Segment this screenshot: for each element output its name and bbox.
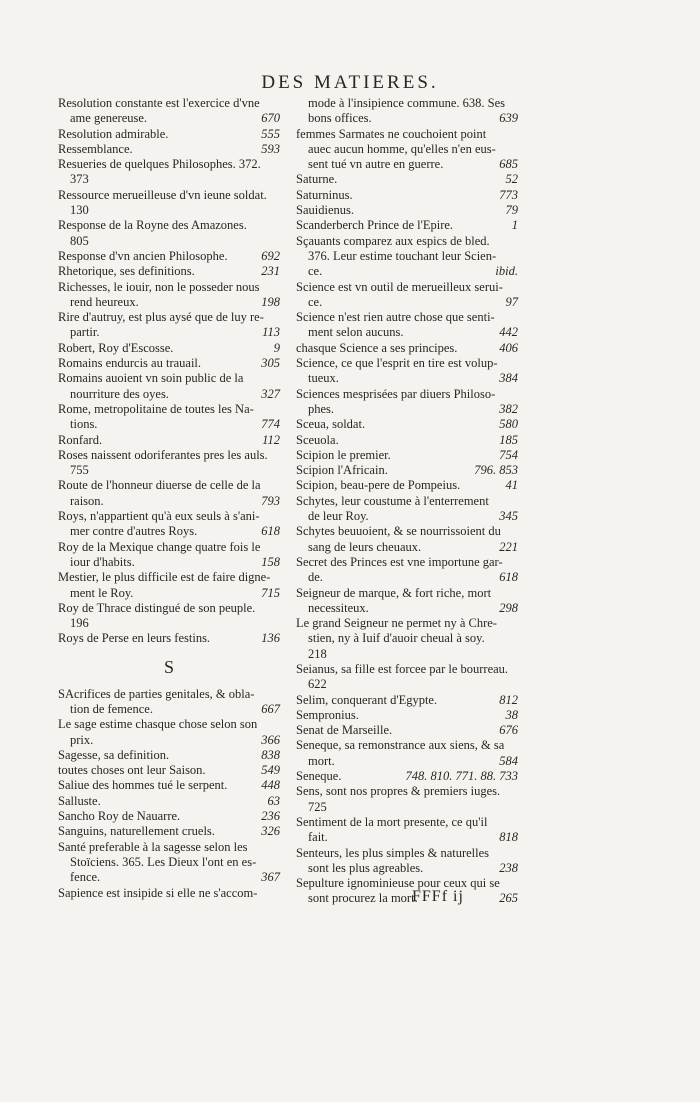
entry-text: necessiteux. <box>308 600 369 615</box>
entry-text: Sceua, soldat. <box>296 417 366 432</box>
index-entry-line <box>58 218 280 233</box>
page-number: 580 <box>499 417 518 432</box>
index-entry-line <box>296 463 518 478</box>
index-entry-line <box>58 886 280 901</box>
index-entry-line <box>58 687 280 702</box>
entry-text: Science, ce que l'esprit en tire est volup- <box>296 356 498 371</box>
entry-text: phes. <box>308 401 335 416</box>
index-entry-line <box>58 387 280 402</box>
entry-text: Saturninus. <box>296 187 353 202</box>
entry-text: Response de la Royne des Amazones. <box>58 218 247 233</box>
page-number: 382 <box>499 401 518 416</box>
entry-text: Scipion, beau-pere de Pompeius. <box>296 478 461 493</box>
page-number: 639 <box>499 111 518 126</box>
entry-text: SAcrifices de parties genitales, & obla- <box>58 686 255 701</box>
index-entry-line <box>58 127 280 142</box>
index-entry-line <box>58 448 280 463</box>
entry-text: 725 <box>308 799 327 814</box>
index-entry-line <box>296 631 518 646</box>
entry-text: Seianus, sa fille est forcee par le bourreau. <box>296 661 509 676</box>
entry-text: 755 <box>70 463 89 478</box>
index-entry-line <box>296 203 518 218</box>
index-entry-line <box>58 433 280 448</box>
entry-text: Schytes, leur coustume à l'enterrement <box>296 493 489 508</box>
entry-text: Sceuola. <box>296 432 339 447</box>
entry-text: tions. <box>70 417 98 432</box>
page-number: 97 <box>505 294 518 309</box>
index-entry-line <box>58 325 280 340</box>
index-entry-line <box>58 509 280 524</box>
left-column <box>58 96 280 901</box>
page-number: 593 <box>261 141 280 156</box>
page-number: 221 <box>499 539 518 554</box>
entry-text: Seigneur de marque, & fort riche, mort <box>296 585 492 600</box>
index-entry-line <box>296 738 518 753</box>
index-entry-line <box>58 96 280 111</box>
entry-text: sont procurez la mort. <box>308 891 418 906</box>
index-entry-line <box>58 356 280 371</box>
index-entry-line <box>296 601 518 616</box>
page-number: 793 <box>261 493 280 508</box>
entry-text: Sciences mesprisées par diuers Philoso- <box>296 386 496 401</box>
entry-text: 130 <box>70 203 89 218</box>
entry-text: Senteurs, les plus simples & naturelles <box>296 845 490 860</box>
entry-text: Romains auoient vn soin public de la <box>58 371 244 386</box>
index-entry-line <box>296 96 518 111</box>
index-entry-line <box>58 601 280 616</box>
index-entry-line <box>296 570 518 585</box>
index-entry-line <box>296 356 518 371</box>
index-entry-line <box>58 111 280 126</box>
entry-text: mort. <box>308 753 335 768</box>
entry-text: auec aucun homme, qu'elles n'en eus- <box>308 141 496 156</box>
page-number: 676 <box>499 723 518 738</box>
page-number: 754 <box>499 447 518 462</box>
index-entry-line <box>58 249 280 264</box>
page-number: 670 <box>261 111 280 126</box>
index-entry-line <box>296 218 518 233</box>
entry-text: Science est vn outil de merueilleux serui- <box>296 279 503 294</box>
page-number: 79 <box>505 203 518 218</box>
index-entry-line <box>296 325 518 340</box>
index-entry-line <box>296 433 518 448</box>
page-number: 113 <box>262 325 280 340</box>
index-entry-line <box>58 310 280 325</box>
entry-text: Route de l'honneur diuerse de celle de la <box>58 478 261 493</box>
index-entry-line <box>58 494 280 509</box>
index-entry-line <box>58 371 280 386</box>
page-number: 442 <box>499 325 518 340</box>
entry-text: ame genereuse. <box>70 111 148 126</box>
entry-text: sont les plus agreables. <box>308 860 424 875</box>
page-number: 838 <box>261 747 280 762</box>
index-entry-line <box>296 677 518 692</box>
page-number: 38 <box>505 707 518 722</box>
entry-text: nourriture des oyes. <box>70 386 169 401</box>
index-entry-line <box>296 478 518 493</box>
entry-text: Sapience est insipide si elle ne s'accom- <box>58 885 258 900</box>
page-number: 9 <box>273 340 280 355</box>
index-entry-line <box>58 280 280 295</box>
index-entry-line <box>58 417 280 432</box>
entry-text: Saliue des hommes tué le serpent. <box>58 778 228 793</box>
page-number: 584 <box>499 753 518 768</box>
index-entry-line <box>296 509 518 524</box>
page-number: 692 <box>261 248 280 263</box>
entry-text: Scanderberch Prince de l'Epire. <box>296 218 454 233</box>
entry-text: toutes choses ont leur Saison. <box>58 763 206 778</box>
index-entry-line <box>58 840 280 855</box>
entry-text: stien, ny à Iuif d'auoir cheual à soy. <box>308 631 485 646</box>
entry-text: ment selon aucuns. <box>308 325 404 340</box>
index-entry-line <box>58 763 280 778</box>
entry-text: Roy de la Mexique change quatre fois le <box>58 539 261 554</box>
entry-text: Response d'vn ancien Philosophe. <box>58 248 228 263</box>
entry-text: Sepulture ignominieuse pour ceux qui se <box>296 876 500 891</box>
page-number: 298 <box>499 600 518 615</box>
entry-text: Richesses, le iouir, non le posseder nous <box>58 279 260 294</box>
entry-text: Seneque, sa remonstrance aux siens, & sa <box>296 738 505 753</box>
index-entry-line <box>296 800 518 815</box>
page-number: 1 <box>511 218 518 233</box>
entry-text: Le sage estime chasque chose selon son <box>58 717 258 732</box>
entry-text: Science n'est rien autre chose que senti- <box>296 310 495 325</box>
page-number: ibid. <box>495 264 518 279</box>
page-number: 327 <box>261 386 280 401</box>
page-number: 305 <box>261 356 280 371</box>
entry-text: 373 <box>70 172 89 187</box>
page-number: 136 <box>261 631 280 646</box>
entries-s-left <box>58 687 280 901</box>
index-entry-line <box>296 815 518 830</box>
entry-text: Schytes beuuoient, & se nourrissoient du <box>296 524 501 539</box>
entry-text: Sçauants comparez aux espics de bled. <box>296 233 490 248</box>
entry-text: Sentiment de la mort presente, ce qu'il <box>296 814 488 829</box>
entry-text: Roses naissent odoriferantes pres les auls. <box>58 447 268 462</box>
index-entry-line <box>58 524 280 539</box>
entry-text: prix. <box>70 732 94 747</box>
entry-text: ce. <box>308 264 323 279</box>
entry-text: Sempronius. <box>296 707 359 722</box>
index-entry-line <box>58 203 280 218</box>
page-number: 326 <box>261 824 280 839</box>
index-entry-line <box>58 555 280 570</box>
page-number: 367 <box>261 870 280 885</box>
page-number: 158 <box>261 554 280 569</box>
page-number: 345 <box>499 509 518 524</box>
entry-text: partir. <box>70 325 100 340</box>
index-entry-line <box>296 371 518 386</box>
page-number: 231 <box>261 264 280 279</box>
index-entry-line <box>296 234 518 249</box>
index-entry-line <box>296 111 518 126</box>
index-entry-line <box>58 341 280 356</box>
entry-text: Resolution constante est l'exercice d'vne <box>58 96 260 110</box>
entry-text: mer contre d'autres Roys. <box>70 524 198 539</box>
index-entry-line <box>58 478 280 493</box>
entry-text: Rome, metropolitaine de toutes les Na- <box>58 401 254 416</box>
entry-text: Scipion le premier. <box>296 447 391 462</box>
index-entry-line <box>296 555 518 570</box>
page-number: 406 <box>499 340 518 355</box>
index-entry-line <box>296 524 518 539</box>
page-number: 715 <box>261 585 280 600</box>
page-number: 448 <box>261 778 280 793</box>
entries-s-right <box>296 96 518 907</box>
entry-text: 805 <box>70 233 89 248</box>
page-number: 238 <box>499 860 518 875</box>
index-entry-line <box>58 570 280 585</box>
index-entry-line <box>58 463 280 478</box>
index-entry-line <box>296 708 518 723</box>
entry-text: fence. <box>70 870 101 885</box>
entry-text: Resolution admirable. <box>58 126 169 141</box>
page-number: 41 <box>505 478 518 493</box>
entry-text: tion de femence. <box>70 701 153 716</box>
index-entry-line <box>296 876 518 891</box>
entry-text: Salluste. <box>58 793 101 808</box>
index-entry-line <box>296 861 518 876</box>
index-entry-line <box>296 172 518 187</box>
page-number: 236 <box>261 809 280 824</box>
index-entry-line <box>296 249 518 264</box>
entry-text: mode à l'insipience commune. 638. Ses <box>308 96 506 110</box>
entry-text: Rhetorique, ses definitions. <box>58 264 195 279</box>
index-entry-line <box>58 264 280 279</box>
entry-text: Selim, conquerant d'Egypte. <box>296 692 438 707</box>
entry-text: Roy de Thrace distingué de son peuple. <box>58 600 256 615</box>
index-entry-line <box>58 717 280 732</box>
index-entry-line <box>58 748 280 763</box>
index-entry-line <box>58 794 280 809</box>
index-entry-line <box>296 142 518 157</box>
index-entry-line <box>296 754 518 769</box>
page-number: 366 <box>261 732 280 747</box>
index-entry-line <box>58 540 280 555</box>
index-entry-line <box>58 778 280 793</box>
page-number: 185 <box>499 432 518 447</box>
index-entry-line <box>296 387 518 402</box>
page-number: 618 <box>499 570 518 585</box>
index-entry-line <box>58 702 280 717</box>
index-entry-line <box>296 310 518 325</box>
entry-text: Le grand Seigneur ne permet ny à Chre- <box>296 616 497 631</box>
entry-text: Mestier, le plus difficile est de faire digne- <box>58 570 271 585</box>
index-entry-line <box>296 784 518 799</box>
index-entry-line <box>58 631 280 646</box>
page-header: DES MATIERES. <box>261 72 439 93</box>
index-entry-line <box>58 870 280 885</box>
index-entry-line <box>296 295 518 310</box>
entry-text: Ronfard. <box>58 432 103 447</box>
index-entry-line <box>296 647 518 662</box>
index-entry-line <box>58 188 280 203</box>
entry-text: Santé preferable à la sagesse selon les <box>58 839 248 854</box>
page-number: 198 <box>261 294 280 309</box>
right-column <box>296 96 518 907</box>
page-number: 818 <box>499 830 518 845</box>
index-entry-line <box>296 264 518 279</box>
entry-text: de leur Roy. <box>308 509 369 524</box>
entry-text: 218 <box>308 646 327 661</box>
entries-r <box>58 96 280 647</box>
page-number: 812 <box>499 692 518 707</box>
entry-text: Seneque. <box>296 769 342 784</box>
entry-text: tueux. <box>308 371 339 386</box>
index-entry-line <box>58 402 280 417</box>
page-number: 555 <box>261 126 280 141</box>
entry-text: fait. <box>308 830 328 845</box>
index-entry-line <box>58 733 280 748</box>
page-number: 796. 853 <box>474 463 518 478</box>
entry-text: Saturne. <box>296 172 338 187</box>
index-entry-line <box>296 188 518 203</box>
entry-text: 376. Leur estime touchant leur Scien- <box>308 248 497 263</box>
entry-text: bons offices. <box>308 111 372 126</box>
index-entry-line <box>296 417 518 432</box>
entry-text: Resueries de quelques Philosophes. 372. <box>58 157 261 172</box>
page-number: 52 <box>505 172 518 187</box>
page-number: 774 <box>261 417 280 432</box>
index-entry-line <box>296 341 518 356</box>
entry-text: ment le Roy. <box>70 585 134 600</box>
index-entry-line <box>296 723 518 738</box>
index-entry-line <box>58 809 280 824</box>
entry-text: Stoïciens. 365. Les Dieux l'ont en es- <box>70 854 257 869</box>
index-entry-line <box>296 586 518 601</box>
index-entry-line <box>296 402 518 417</box>
page-number: 773 <box>499 187 518 202</box>
index-entry-line <box>296 616 518 631</box>
index-entry-line <box>58 234 280 249</box>
index-entry-line <box>296 693 518 708</box>
index-entry-line <box>296 494 518 509</box>
entry-text: Ressource merueilleuse d'vn ieune soldat. <box>58 187 267 202</box>
entry-text: Rire d'autruy, est plus aysé que de luy re- <box>58 310 264 325</box>
entry-text: femmes Sarmates ne couchoient point <box>296 126 487 141</box>
entry-text: Romains endurcis au trauail. <box>58 356 202 371</box>
entry-text: Sancho Roy de Nauarre. <box>58 809 181 824</box>
entry-text: sang de leurs cheuaux. <box>308 539 422 554</box>
index-entry-line <box>296 830 518 845</box>
entry-text: 196 <box>70 616 89 631</box>
entry-text: rend heureux. <box>70 294 139 309</box>
page-number: 549 <box>261 763 280 778</box>
entry-text: Senat de Marseille. <box>296 723 393 738</box>
page-number: 748. 810. 771. 88. 733 <box>405 769 518 784</box>
page-number: 112 <box>262 432 280 447</box>
entry-text: de. <box>308 570 323 585</box>
entry-text: 622 <box>308 677 327 692</box>
index-entry-line <box>296 157 518 172</box>
index-entry-line <box>296 891 518 906</box>
index-entry-line <box>58 157 280 172</box>
index-entry-line <box>58 586 280 601</box>
index-entry-line <box>296 769 518 784</box>
index-entry-line <box>58 855 280 870</box>
index-entry-line <box>58 172 280 187</box>
index-entry-line <box>296 127 518 142</box>
index-entry-line <box>296 280 518 295</box>
entry-text: Robert, Roy d'Escosse. <box>58 340 174 355</box>
section-letter: S <box>163 656 174 677</box>
page-number: 265 <box>499 891 518 906</box>
index-entry-line <box>296 662 518 677</box>
entry-text: chasque Science a ses principes. <box>296 340 458 355</box>
page-number: 384 <box>499 371 518 386</box>
page-number: 685 <box>499 157 518 172</box>
index-entry-line <box>296 540 518 555</box>
entry-text: Ressemblance. <box>58 141 133 156</box>
entry-text: Secret des Princes est vne importune gar- <box>296 554 503 569</box>
entry-text: Sens, sont nos propres & premiers iuges. <box>296 784 501 799</box>
index-entry-line <box>296 448 518 463</box>
entry-text: raison. <box>70 493 104 508</box>
entry-text: Sanguins, naturellement cruels. <box>58 824 215 839</box>
entry-text: Roys, n'appartient qu'à eux seuls à s'ani- <box>58 509 260 524</box>
index-entry-line <box>58 295 280 310</box>
entry-text: Roys de Perse en leurs festins. <box>58 631 211 646</box>
entry-text: Scipion l'Africain. <box>296 463 388 478</box>
entry-text: ce. <box>308 294 323 309</box>
index-entry-line <box>296 846 518 861</box>
entry-text: iour d'habits. <box>70 554 135 569</box>
entry-text: sent tué vn autre en guerre. <box>308 157 444 172</box>
entry-text: Sagesse, sa definition. <box>58 747 170 762</box>
page-number: 667 <box>261 701 280 716</box>
page-number: 618 <box>261 524 280 539</box>
index-entry-line <box>58 824 280 839</box>
entry-text: Sauidienus. <box>296 203 354 218</box>
index-entry-line <box>58 142 280 157</box>
index-entry-line <box>58 616 280 631</box>
page-number: 63 <box>267 793 280 808</box>
signature-mark: FFFf ij <box>412 888 464 905</box>
